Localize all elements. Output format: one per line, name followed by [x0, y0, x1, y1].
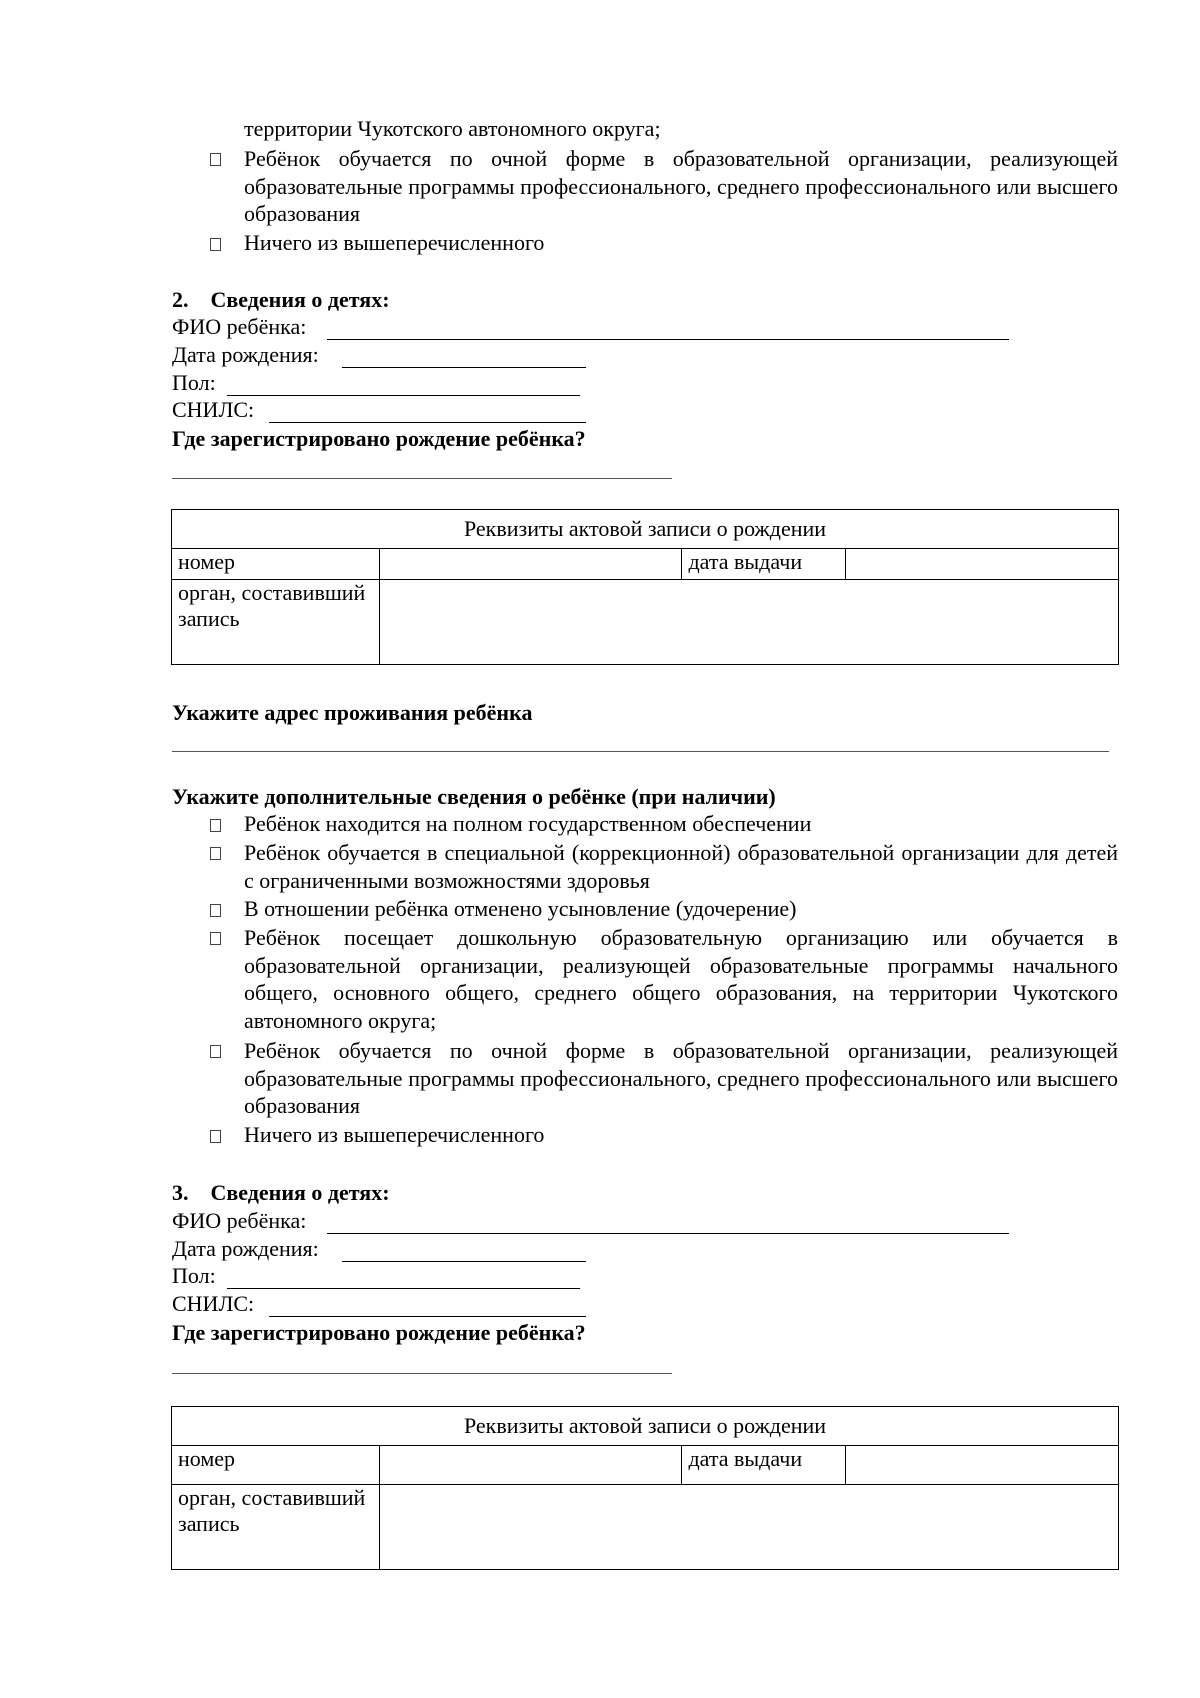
extra-item-state-care: Ребёнок находится на полном государственном обеспечении	[244, 811, 812, 836]
snils-field-2[interactable]	[269, 422, 586, 423]
list-item-none-1: Ничего из вышеперечисленного	[244, 230, 545, 255]
list-item-continuation: территории Чукотского автономного округа;	[244, 116, 661, 141]
sex-label-3: Пол:	[172, 1263, 216, 1288]
section-heading-2: 2. Сведения о детях:	[172, 287, 390, 312]
extra-item-adoption-cancelled: В отношении ребёнка отменено усыновление (удочерение)	[244, 896, 797, 921]
extra-item-school: Ребёнок посещает дошкольную образовательную организацию или обучается в образовательной организации, реализующей образовательные программы начального общего, основного общего, среднего общего образования, на территории Чукотского автономного округа;	[244, 925, 1118, 1033]
extra-item-none: Ничего из вышеперечисленного	[244, 1122, 545, 1147]
checkbox-study-2[interactable]	[210, 1045, 221, 1058]
dob-label-3: Дата рождения:	[172, 1236, 319, 1261]
birth-place-field-2[interactable]	[172, 478, 672, 479]
fio-label-3: ФИО ребёнка:	[172, 1208, 307, 1233]
snils-field-3[interactable]	[269, 1316, 586, 1317]
fio-field-3[interactable]	[327, 1233, 1009, 1234]
record-number-label-3: номер	[172, 1446, 380, 1485]
issue-date-field-2[interactable]	[846, 549, 1119, 580]
birth-question-3: Где зарегистрировано рождение ребёнка?	[172, 1320, 586, 1345]
authority-label-3: орган, составивший запись	[172, 1485, 380, 1570]
snils-label-3: СНИЛС:	[172, 1291, 255, 1316]
section-heading-3: 3. Сведения о детях:	[172, 1180, 390, 1205]
checkbox-special-school[interactable]	[210, 847, 221, 860]
checkbox-none-1[interactable]	[210, 238, 221, 251]
birth-record-table-3	[171, 1406, 1119, 1570]
address-field[interactable]	[172, 751, 1109, 752]
extra-item-special-school: Ребёнок обучается в специальной (коррекционной) образовательной организации для детей с ограниченными возможностями здоровья	[244, 840, 1118, 893]
fio-label-2: ФИО ребёнка:	[172, 314, 307, 339]
birth-record-title-3: Реквизиты актовой записи о рождении	[172, 1407, 1119, 1446]
record-number-field-2[interactable]	[379, 549, 682, 580]
extra-item-study: Ребёнок обучается по очной форме в образовательной организации, реализующей образовательные программы профессионального, среднего профессионального или высшего образования	[244, 1038, 1118, 1118]
dob-label-2: Дата рождения:	[172, 342, 319, 367]
birth-record-title-2: Реквизиты актовой записи о рождении	[172, 510, 1119, 549]
extra-heading: Укажите дополнительные сведения о ребёнке (при наличии)	[172, 784, 776, 809]
list-item-study-1: Ребёнок обучается по очной форме в образовательной организации, реализующей образовательные программы профессионального, среднего профессионального или высшего образования	[244, 146, 1118, 226]
sex-field-2[interactable]	[227, 395, 580, 396]
checkbox-school[interactable]	[210, 932, 221, 945]
issue-date-label-2: дата выдачи	[682, 549, 846, 580]
checkbox-state-care[interactable]	[210, 819, 221, 832]
record-number-field-3[interactable]	[379, 1446, 682, 1485]
issue-date-label-3: дата выдачи	[682, 1446, 846, 1485]
address-heading: Укажите адрес проживания ребёнка	[172, 700, 533, 725]
fio-field-2[interactable]	[327, 339, 1009, 340]
authority-label-2: орган, составивший запись	[172, 580, 380, 665]
issue-date-field-3[interactable]	[846, 1446, 1119, 1485]
birth-record-table-2	[171, 509, 1119, 665]
authority-field-2[interactable]	[379, 580, 1118, 665]
authority-field-3[interactable]	[379, 1485, 1118, 1570]
dob-field-3[interactable]	[342, 1261, 586, 1262]
snils-label-2: СНИЛС:	[172, 397, 255, 422]
sex-label-2: Пол:	[172, 370, 216, 395]
birth-place-field-3[interactable]	[172, 1373, 672, 1374]
dob-field-2[interactable]	[342, 367, 586, 368]
checkbox-study-1[interactable]	[210, 153, 221, 166]
birth-question-2: Где зарегистрировано рождение ребёнка?	[172, 426, 586, 451]
checkbox-none-2[interactable]	[210, 1130, 221, 1143]
checkbox-adoption-cancelled[interactable]	[210, 904, 221, 917]
sex-field-3[interactable]	[227, 1288, 580, 1289]
record-number-label-2: номер	[172, 549, 380, 580]
